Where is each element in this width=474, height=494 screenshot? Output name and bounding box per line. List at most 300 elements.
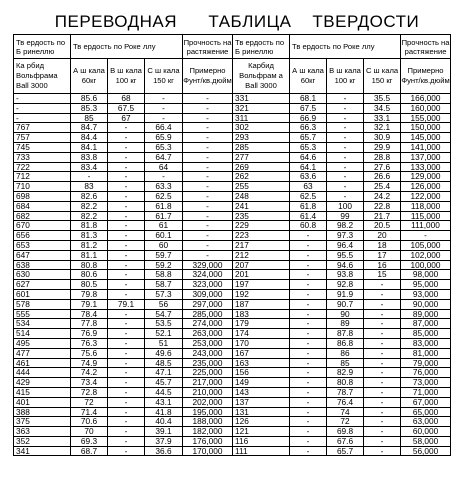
cell-scale-b-left: - (108, 358, 145, 368)
cell-tensile-right: 90,000 (401, 299, 451, 309)
cell-scale-a-left: 84.7 (71, 123, 108, 133)
cell-scale-b-left: - (108, 162, 145, 172)
cell-brinell-right: 321 (233, 103, 290, 113)
cell-brinell-right: 229 (233, 221, 290, 231)
cell-brinell-right: 111 (233, 446, 290, 456)
cell-scale-a-left: 82.2 (71, 201, 108, 211)
cell-scale-b-right: 78.7 (327, 387, 364, 397)
cell-tensile-left: 253,000 (183, 338, 233, 348)
cell-brinell-right: 285 (233, 142, 290, 152)
cell-tensile-left: - (183, 94, 233, 104)
cell-tensile-left: 217,000 (183, 378, 233, 388)
cell-tensile-left: - (183, 211, 233, 221)
cell-brinell-left: 733 (14, 152, 71, 162)
page-title: ПЕРЕВОДНАЯ ТАБЛИЦА ТВЕРДОСТИ (54, 12, 420, 31)
cell-scale-c-right: 30.9 (364, 133, 401, 143)
table-row (14, 387, 451, 397)
cell-scale-c-right: - (364, 378, 401, 388)
cell-tensile-left: 235,000 (183, 358, 233, 368)
cell-scale-b-left: - (108, 436, 145, 446)
cell-scale-b-right: 69.8 (327, 427, 364, 437)
cell-scale-a-right: 64.6 (290, 152, 327, 162)
table-row (14, 201, 451, 211)
cell-scale-c-right: 24.2 (364, 191, 401, 201)
cell-brinell-right: 293 (233, 133, 290, 143)
cell-scale-b-right: 96.4 (327, 240, 364, 250)
cell-scale-c-left: - (145, 172, 183, 182)
cell-brinell-left: 415 (14, 387, 71, 397)
cell-scale-b-left: - (108, 417, 145, 427)
cell-brinell-left: 534 (14, 319, 71, 329)
cell-scale-a-left: 80.8 (71, 260, 108, 270)
cell-scale-b-right: 82.9 (327, 368, 364, 378)
cell-scale-b-right: - (327, 133, 364, 143)
cell-brinell-right: 179 (233, 319, 290, 329)
cell-scale-a-right: - (290, 240, 327, 250)
cell-scale-c-right: 25.4 (364, 182, 401, 192)
cell-tensile-left: 188,000 (183, 417, 233, 427)
table-row (14, 338, 451, 348)
cell-tensile-left: 329,000 (183, 260, 233, 270)
table-row (14, 329, 451, 339)
cell-brinell-right: 262 (233, 172, 290, 182)
cell-scale-c-right: 34.5 (364, 103, 401, 113)
cell-scale-c-left: - (145, 103, 183, 113)
header-carbide-left: Ка рбид Вольфрама Ball 3000 (14, 59, 71, 94)
table-row (14, 299, 451, 309)
cell-scale-a-left: 73.4 (71, 378, 108, 388)
cell-tensile-right: 129,000 (401, 172, 451, 182)
cell-tensile-left: 274,000 (183, 319, 233, 329)
cell-scale-c-left: 59.7 (145, 250, 183, 260)
cell-tensile-right: 137,000 (401, 152, 451, 162)
cell-brinell-right: 255 (233, 182, 290, 192)
cell-scale-c-right: - (364, 319, 401, 329)
cell-scale-a-left: 70.6 (71, 417, 108, 427)
cell-scale-c-left: 58.8 (145, 270, 183, 280)
cell-scale-b-left: - (108, 378, 145, 388)
header-scale-c-left: С ш кала 150 кг (145, 59, 183, 94)
cell-scale-b-left: 67 (108, 113, 145, 123)
cell-tensile-left: - (183, 123, 233, 133)
cell-scale-b-right: 86.8 (327, 338, 364, 348)
cell-scale-c-right: 29.9 (364, 142, 401, 152)
table-row (14, 407, 451, 417)
cell-tensile-left: - (183, 191, 233, 201)
cell-brinell-right: 192 (233, 289, 290, 299)
table-row (14, 221, 451, 231)
header-scale-c-right: С ш кала 150 кг (364, 59, 401, 94)
table-row (14, 280, 451, 290)
cell-scale-b-right: 86 (327, 348, 364, 358)
table-row (14, 172, 451, 182)
cell-scale-a-right: - (290, 368, 327, 378)
cell-tensile-left: - (183, 182, 233, 192)
cell-tensile-right: 150,000 (401, 123, 451, 133)
cell-brinell-left: 375 (14, 417, 71, 427)
cell-brinell-right: 167 (233, 348, 290, 358)
cell-scale-c-right: 28.8 (364, 152, 401, 162)
cell-tensile-left: - (183, 231, 233, 241)
table-row (14, 152, 451, 162)
cell-scale-c-right: 18 (364, 240, 401, 250)
cell-brinell-right: 163 (233, 358, 290, 368)
cell-brinell-left: 710 (14, 182, 71, 192)
cell-brinell-left: 684 (14, 201, 71, 211)
cell-scale-a-left: 85 (71, 113, 108, 123)
cell-brinell-left: 601 (14, 289, 71, 299)
table-row (14, 309, 451, 319)
cell-scale-b-left: - (108, 407, 145, 417)
cell-scale-c-right: - (364, 280, 401, 290)
cell-scale-b-right: 87.8 (327, 329, 364, 339)
cell-scale-c-left: 60 (145, 240, 183, 250)
cell-brinell-right: 131 (233, 407, 290, 417)
cell-scale-a-left: 84.4 (71, 133, 108, 143)
cell-scale-a-left: 75.6 (71, 348, 108, 358)
cell-scale-c-right: - (364, 289, 401, 299)
cell-scale-c-right: 26.6 (364, 172, 401, 182)
cell-tensile-right: 145,000 (401, 133, 451, 143)
cell-scale-b-left: 68 (108, 94, 145, 104)
header-brinell-right: Тв ердость по Б ринеллю (233, 35, 290, 59)
cell-scale-c-right: 35.5 (364, 94, 401, 104)
cell-tensile-left: - (183, 201, 233, 211)
cell-scale-c-left: 39.1 (145, 427, 183, 437)
cell-scale-a-right: - (290, 270, 327, 280)
cell-scale-b-left: - (108, 172, 145, 182)
cell-brinell-left: 495 (14, 338, 71, 348)
cell-scale-a-left: 84.1 (71, 142, 108, 152)
cell-scale-a-right: - (290, 348, 327, 358)
cell-brinell-right: 137 (233, 397, 290, 407)
cell-brinell-right: 311 (233, 113, 290, 123)
cell-brinell-left: 388 (14, 407, 71, 417)
table-row (14, 427, 451, 437)
cell-tensile-right: 95,000 (401, 280, 451, 290)
cell-scale-b-left: - (108, 270, 145, 280)
cell-scale-a-right: 63 (290, 182, 327, 192)
cell-scale-a-left: 83.4 (71, 162, 108, 172)
cell-scale-c-left: 63.3 (145, 182, 183, 192)
cell-scale-c-left: 49.6 (145, 348, 183, 358)
cell-scale-c-left: 61.7 (145, 211, 183, 221)
cell-scale-c-left: 66.4 (145, 123, 183, 133)
cell-scale-c-left: 47.1 (145, 368, 183, 378)
cell-scale-b-right: - (327, 142, 364, 152)
cell-scale-b-left: - (108, 280, 145, 290)
cell-scale-c-right: - (364, 387, 401, 397)
cell-scale-c-left: 61 (145, 221, 183, 231)
cell-scale-a-left: 82.2 (71, 211, 108, 221)
cell-scale-a-left: 71.4 (71, 407, 108, 417)
table-row (14, 142, 451, 152)
cell-brinell-left: 578 (14, 299, 71, 309)
cell-scale-c-left: 44.5 (145, 387, 183, 397)
cell-tensile-left: 263,000 (183, 329, 233, 339)
cell-scale-c-left: 64.7 (145, 152, 183, 162)
cell-tensile-left: 170,000 (183, 446, 233, 456)
cell-scale-b-right: 95.5 (327, 250, 364, 260)
table-row (14, 348, 451, 358)
cell-scale-b-left: - (108, 387, 145, 397)
cell-brinell-right: 116 (233, 436, 290, 446)
cell-scale-a-left: 81.8 (71, 221, 108, 231)
cell-scale-b-right: - (327, 152, 364, 162)
cell-scale-c-right: - (364, 299, 401, 309)
cell-scale-a-right: 64.1 (290, 162, 327, 172)
cell-scale-a-right: 65.3 (290, 142, 327, 152)
table-row (14, 417, 451, 427)
cell-scale-c-left: 36.6 (145, 446, 183, 456)
cell-scale-a-right: - (290, 407, 327, 417)
cell-scale-c-right: - (364, 368, 401, 378)
cell-brinell-right: 201 (233, 270, 290, 280)
table-row (14, 260, 451, 270)
cell-brinell-left: 656 (14, 231, 71, 241)
cell-scale-a-left: 76.9 (71, 329, 108, 339)
cell-brinell-left: 363 (14, 427, 71, 437)
cell-scale-b-left: - (108, 427, 145, 437)
cell-scale-b-right: - (327, 162, 364, 172)
cell-scale-b-right: - (327, 94, 364, 104)
cell-scale-a-left: 80.6 (71, 270, 108, 280)
cell-scale-a-left: 74.2 (71, 368, 108, 378)
cell-scale-c-right: - (364, 309, 401, 319)
cell-scale-a-left: 81.2 (71, 240, 108, 250)
cell-tensile-right: 85,000 (401, 329, 451, 339)
cell-tensile-right: 56,000 (401, 446, 451, 456)
cell-scale-b-left: - (108, 397, 145, 407)
cell-tensile-left: - (183, 142, 233, 152)
cell-brinell-right: 217 (233, 240, 290, 250)
header-scale-b-right: В ш кала 100 кг (327, 59, 364, 94)
cell-scale-b-right: 90 (327, 309, 364, 319)
table-row (14, 378, 451, 388)
cell-scale-c-left: 54.7 (145, 309, 183, 319)
cell-scale-a-right: - (290, 417, 327, 427)
table-row (14, 289, 451, 299)
header-scale-b-left: В ш кала 100 кг (108, 59, 145, 94)
cell-tensile-right: 87,000 (401, 319, 451, 329)
cell-tensile-left: 243,000 (183, 348, 233, 358)
table-row (14, 103, 451, 113)
cell-scale-a-left: 83.8 (71, 152, 108, 162)
cell-scale-c-left: 41.8 (145, 407, 183, 417)
cell-tensile-right: 65,000 (401, 407, 451, 417)
cell-scale-c-right: 21.7 (364, 211, 401, 221)
cell-scale-c-right: - (364, 329, 401, 339)
cell-scale-b-right: - (327, 172, 364, 182)
cell-brinell-right: 183 (233, 309, 290, 319)
cell-brinell-right: 126 (233, 417, 290, 427)
cell-scale-b-left: - (108, 446, 145, 456)
cell-scale-b-left: - (108, 191, 145, 201)
cell-scale-c-left: 37.9 (145, 436, 183, 446)
cell-scale-b-right: 89 (327, 319, 364, 329)
cell-scale-c-right: 15 (364, 270, 401, 280)
header-scale-a-right: А ш кала 60кг (290, 59, 327, 94)
cell-brinell-left: 630 (14, 270, 71, 280)
cell-scale-b-right: 97.3 (327, 231, 364, 241)
cell-scale-c-left: 60.1 (145, 231, 183, 241)
cell-scale-a-right: 61.8 (290, 201, 327, 211)
cell-tensile-right: 115,000 (401, 211, 451, 221)
cell-tensile-right: 122,000 (401, 191, 451, 201)
cell-brinell-left: 638 (14, 260, 71, 270)
table-row (14, 270, 451, 280)
cell-brinell-left: 627 (14, 280, 71, 290)
cell-scale-a-left: 78.4 (71, 309, 108, 319)
cell-brinell-left: - (14, 94, 71, 104)
cell-scale-a-left: 77.8 (71, 319, 108, 329)
cell-scale-a-left: 83 (71, 182, 108, 192)
table-row (14, 133, 451, 143)
cell-brinell-left: 757 (14, 133, 71, 143)
header-tensile-left: Прочность на растяжение (183, 35, 233, 59)
cell-scale-b-left: - (108, 231, 145, 241)
cell-scale-c-left: 45.7 (145, 378, 183, 388)
cell-brinell-left: 722 (14, 162, 71, 172)
cell-scale-c-right: - (364, 436, 401, 446)
table-row (14, 123, 451, 133)
cell-tensile-left: 202,000 (183, 397, 233, 407)
cell-brinell-right: 187 (233, 299, 290, 309)
cell-scale-c-left: 43.1 (145, 397, 183, 407)
cell-scale-c-left: 57.3 (145, 289, 183, 299)
cell-brinell-right: 170 (233, 338, 290, 348)
cell-scale-b-left: - (108, 338, 145, 348)
header-rockwell-left: Тв ердость по Роке ллу (71, 35, 183, 59)
cell-scale-c-left: 65.3 (145, 142, 183, 152)
cell-scale-a-left: 79.1 (71, 299, 108, 309)
cell-scale-c-right: 33.1 (364, 113, 401, 123)
table-row (14, 240, 451, 250)
table-row (14, 368, 451, 378)
cell-scale-a-left: 72 (71, 397, 108, 407)
cell-brinell-left: 555 (14, 309, 71, 319)
header-scale-a-left: А ш кала 60кг (71, 59, 108, 94)
cell-scale-b-left: - (108, 260, 145, 270)
header-rockwell-right: Тв ердость по Роке ллу (290, 35, 401, 59)
cell-tensile-right: 105,000 (401, 240, 451, 250)
cell-scale-b-left: - (108, 211, 145, 221)
cell-tensile-left: - (183, 221, 233, 231)
cell-tensile-right: 111,000 (401, 221, 451, 231)
cell-brinell-right: 277 (233, 152, 290, 162)
cell-brinell-left: - (14, 103, 71, 113)
cell-scale-a-left: 85.6 (71, 94, 108, 104)
cell-scale-c-left: 48.5 (145, 358, 183, 368)
cell-scale-b-right: 65.7 (327, 446, 364, 456)
cell-scale-a-left: 82.6 (71, 191, 108, 201)
cell-brinell-right: 302 (233, 123, 290, 133)
cell-scale-b-right: 76.4 (327, 397, 364, 407)
cell-tensile-right: 76,000 (401, 368, 451, 378)
cell-brinell-left: 514 (14, 329, 71, 339)
cell-scale-a-right: - (290, 260, 327, 270)
cell-scale-c-right: 17 (364, 250, 401, 260)
cell-brinell-right: 248 (233, 191, 290, 201)
cell-scale-a-right: 65.7 (290, 133, 327, 143)
cell-scale-c-right: 22.8 (364, 201, 401, 211)
cell-scale-c-left: 51 (145, 338, 183, 348)
cell-scale-b-right: 85 (327, 358, 364, 368)
cell-scale-a-right: 63.6 (290, 172, 327, 182)
cell-scale-b-right: - (327, 113, 364, 123)
cell-tensile-left: - (183, 250, 233, 260)
cell-scale-b-right: 72 (327, 417, 364, 427)
cell-brinell-left: 341 (14, 446, 71, 456)
cell-brinell-left: 444 (14, 368, 71, 378)
hardness-conversion-table (13, 34, 451, 456)
cell-tensile-right: 73,000 (401, 378, 451, 388)
cell-scale-b-right: - (327, 103, 364, 113)
cell-scale-b-right: - (327, 123, 364, 133)
cell-scale-a-right: 67.5 (290, 103, 327, 113)
cell-scale-c-left: 64 (145, 162, 183, 172)
cell-scale-c-right: 32.1 (364, 123, 401, 133)
cell-scale-a-right: - (290, 397, 327, 407)
cell-scale-b-right: 93.8 (327, 270, 364, 280)
cell-scale-a-left: 85.3 (71, 103, 108, 113)
cell-tensile-left: 176,000 (183, 436, 233, 446)
cell-brinell-left: 670 (14, 221, 71, 231)
cell-scale-b-left: - (108, 309, 145, 319)
cell-scale-b-left: - (108, 133, 145, 143)
cell-scale-b-right: 94.6 (327, 260, 364, 270)
cell-brinell-left: - (14, 113, 71, 123)
cell-scale-b-left: - (108, 289, 145, 299)
cell-tensile-right: 160,000 (401, 103, 451, 113)
cell-brinell-left: 712 (14, 172, 71, 182)
cell-scale-c-left: 62.5 (145, 191, 183, 201)
cell-scale-c-right: 20.5 (364, 221, 401, 231)
cell-scale-a-right: - (290, 358, 327, 368)
header-row-2 (14, 59, 451, 94)
cell-scale-b-right: 91.9 (327, 289, 364, 299)
cell-brinell-left: 767 (14, 123, 71, 133)
cell-scale-a-right: - (290, 299, 327, 309)
cell-scale-a-right: - (290, 378, 327, 388)
cell-scale-c-right: 20 (364, 231, 401, 241)
cell-brinell-right: 207 (233, 260, 290, 270)
cell-scale-a-right: - (290, 387, 327, 397)
table-row (14, 319, 451, 329)
cell-scale-a-left: 70 (71, 427, 108, 437)
cell-tensile-right: 83,000 (401, 338, 451, 348)
cell-brinell-right: 212 (233, 250, 290, 260)
table-row (14, 182, 451, 192)
cell-scale-c-right: 16 (364, 260, 401, 270)
cell-tensile-right: 141,000 (401, 142, 451, 152)
cell-scale-a-left: 72.8 (71, 387, 108, 397)
cell-brinell-right: 197 (233, 280, 290, 290)
cell-tensile-right: 118,000 (401, 201, 451, 211)
cell-scale-a-right: 60.8 (290, 221, 327, 231)
table-row (14, 436, 451, 446)
table-row (14, 191, 451, 201)
cell-scale-c-right: - (364, 446, 401, 456)
cell-brinell-right: 143 (233, 387, 290, 397)
cell-tensile-right: 81,000 (401, 348, 451, 358)
cell-brinell-right: 223 (233, 231, 290, 241)
cell-scale-c-left: 40.4 (145, 417, 183, 427)
cell-scale-c-left: 58.7 (145, 280, 183, 290)
cell-scale-c-left: - (145, 94, 183, 104)
cell-tensile-left: - (183, 172, 233, 182)
cell-scale-b-right: 74 (327, 407, 364, 417)
